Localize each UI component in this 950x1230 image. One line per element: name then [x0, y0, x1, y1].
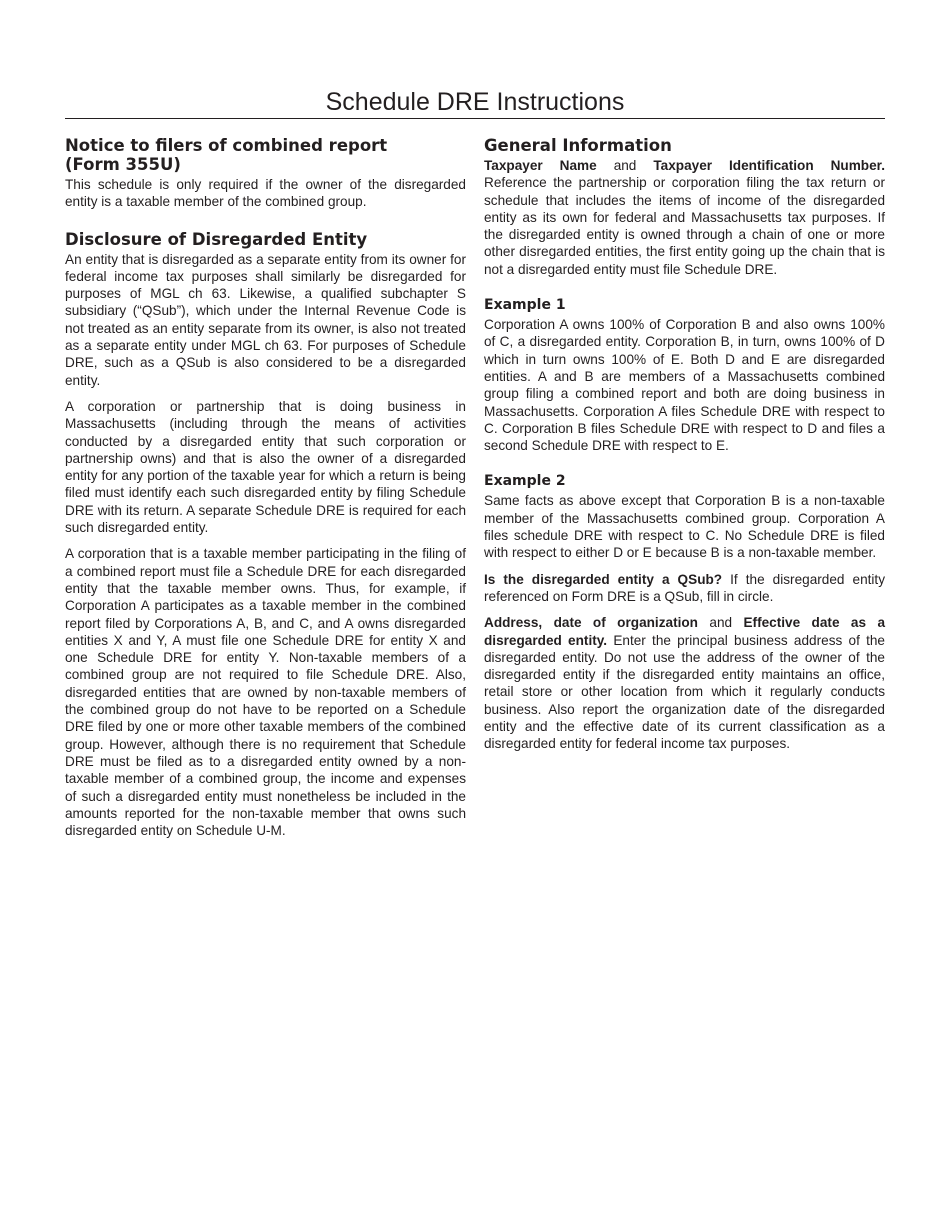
taxpayer-id-label: Taxpayer Identification Number.: [653, 158, 885, 173]
notice-heading-line1: Notice to filers of combined report: [65, 136, 388, 155]
title-rule: [65, 118, 885, 119]
address-and: and: [697, 615, 744, 631]
example-1-heading: Example 1: [484, 297, 566, 314]
left-column: [65, 136, 466, 848]
qsub-text: If the disregarded entity referenced on Form DRE is a QSub, fill in circle.: [484, 571, 885, 604]
disclosure-paragraph-3: A corporation that is a taxable member participating in the filing of a combined report must file a Schedule DRE for each disregarded entity that the taxable member owns. Thus, for example, if Corporation A participates as a taxable member in the combined report filed by Corporations A, B, and C, and A owns disregarded entities X and Y, A must file one Schedule DRE for entity X and one Schedule DRE for entity Y. Non-taxable members of a combined group are not required to file Schedule DRE. Also, disregarded entities that are owned by non-taxable members of the combined group do not have to be reported on a Schedule DRE filed by one or more other taxable members of the combined group. However, although there is no requirement that Schedule DRE must be filed as to a disregarded entity owned by a non-taxable member of a combined group, the income and expenses of such a disregarded entity must nonetheless be included in the amounts reported for the non-taxable member that owns such disregarded entity on Schedule U-M.: [65, 546, 466, 839]
address-text: Enter the principal business address of the disregarded entity. Do not use the address of the owner of the disregarded entity if the disregarded entity maintains an office, retail store or other location from which it regularly conducts business. Also report the organization date of the disregarded entity and the effective date of its current classification as a disregarded entity for federal income tax purposes.: [484, 632, 885, 752]
right-column: [484, 136, 885, 762]
address-paragraph: [484, 614, 885, 752]
disclosure-heading: Disclosure of Disregarded Entity: [65, 229, 368, 249]
qsub-paragraph: [484, 571, 885, 606]
disclosure-paragraph-2: A corporation or partnership that is doing business in Massachusetts (including through the means of activities conducted by a disregarded entity that such corporation or partnership owns) and that is also the owner of a disregarded entity for any portion of the taxable year for which a return is being filed must identify each such disregarded entity by filing Schedule DRE with its return. A separate Schedule DRE is required for each such disregarded entity.: [65, 398, 466, 536]
example-1-text: Corporation A owns 100% of Corporation B and also owns 100% of C, a disregarded entity. Corporation B, in turn, owns 100% of D which in turn owns 100% of E. Both D and E are disregarded entities. A and B are members of a Massachusetts combined group filing a combined report and both are doing business in Massachusetts. Corporation A files Schedule DRE with respect to C. Corporation B files Schedule DRE with respect to D and files a second Schedule DRE with respect to E.: [484, 317, 885, 454]
address-label: Address, date of organization: [484, 615, 698, 631]
notice-heading-line2: (Form 355U): [65, 155, 181, 174]
taxpayer-text: Reference the partnership or corporation filing the tax return or schedule that includes the items of income of the disregarded entity as its own for federal and Massachusetts tax purposes. If the disregarded entity is owned through a chain of one or more other disregarded entities, the first entity going up the chain that is not a disregarded entity must file Schedule DRE.: [484, 175, 885, 277]
example-2-heading: Example 2: [484, 473, 566, 490]
disclosure-paragraph-1: An entity that is disregarded as a separate entity from its owner for federal income tax purposes shall similarly be disregarded for purposes of MGL ch 63. Likewise, a qualified subchapter S subsidiary (“QSub”), which under the Internal Revenue Code is not treated as an entity separate from its owner, is also not treated as a separate entity under MGL ch 63. For purposes of Schedule DRE, such as a QSub is also considered to be a disregarded entity.: [65, 251, 466, 388]
notice-text: This schedule is only required if the owner of the disregarded entity is a taxable member of the combined group.: [65, 177, 466, 210]
notice-heading: [65, 136, 466, 174]
general-info-heading: General Information: [484, 136, 672, 155]
taxpayer-name-label: Taxpayer Name: [484, 158, 597, 173]
page-title: Schedule DRE Instructions: [325, 88, 625, 116]
taxpayer-and: and: [596, 158, 654, 173]
example-2-text: Same facts as above except that Corporation B is a non-taxable member of the Massachusetts combined group. Corporation A files schedule DRE with respect to C. No Schedule DRE is filed with respect to either D or E because B is a non-taxable member.: [484, 493, 885, 561]
taxpayer-paragraph: [484, 157, 885, 278]
qsub-label: Is the disregarded entity a QSub?: [484, 571, 723, 587]
effective-date-label: Effective date as a disregarded entity.: [484, 615, 885, 648]
